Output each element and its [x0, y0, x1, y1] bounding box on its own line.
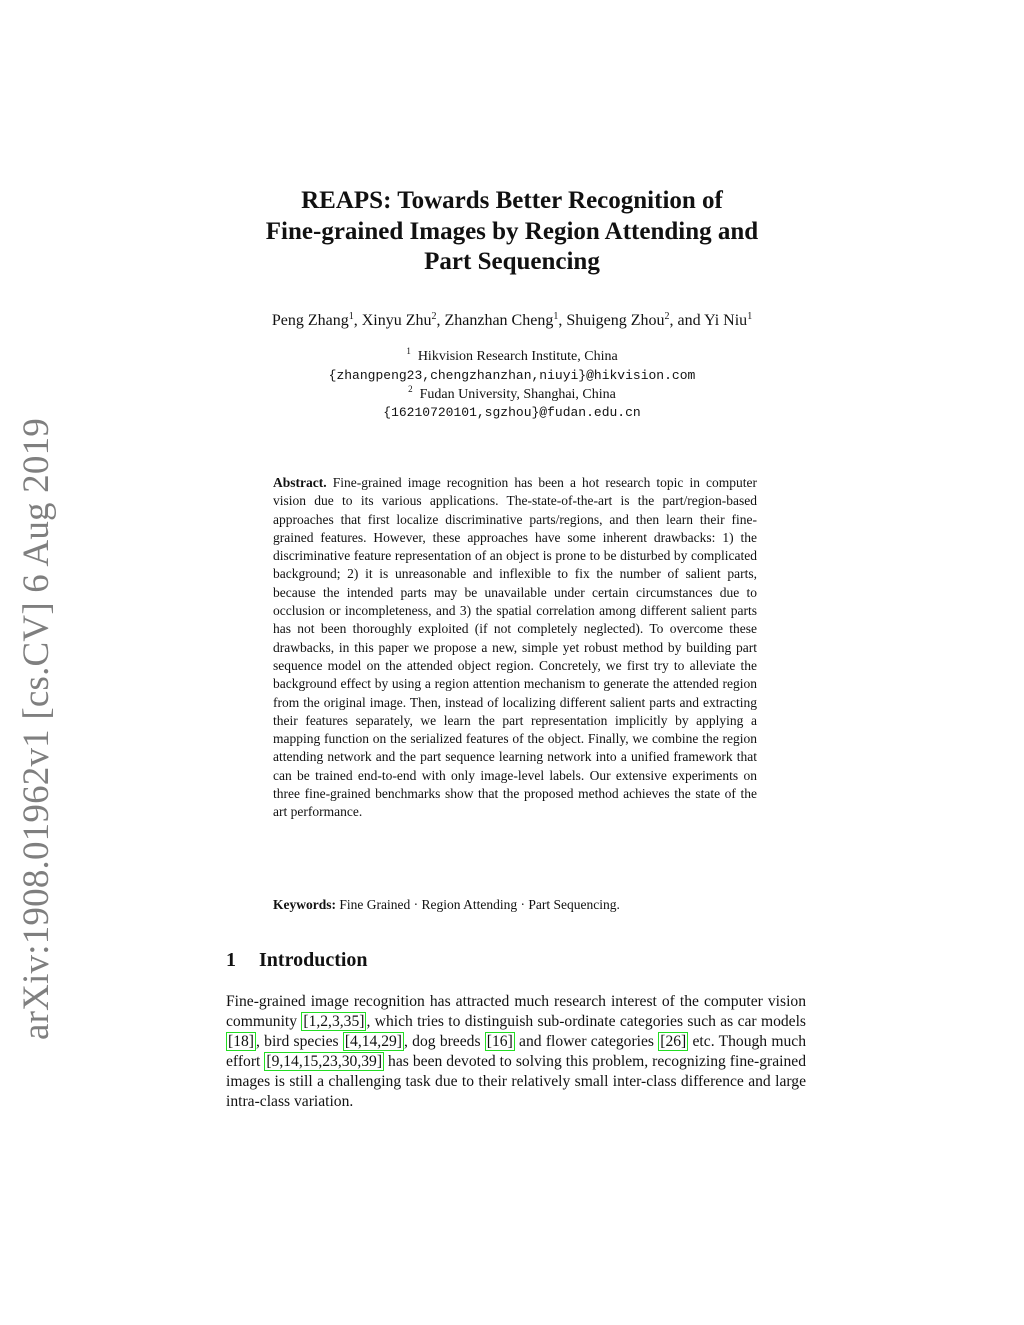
citation-link[interactable]: [9,14,15,23,30,39]: [266, 1053, 383, 1071]
intro-text: etc. Though much effort: [226, 1033, 806, 1071]
section-heading-introduction: [226, 949, 368, 972]
author-name: Peng Zhang: [271, 312, 349, 329]
intro-text: , which tries to distinguish sub-ordinate categories such as car models: [366, 1013, 806, 1031]
affiliation-2-name: Fudan University, Shanghai, China: [419, 387, 616, 402]
abstract: [273, 474, 757, 822]
author-name: Shuigeng Zhou: [566, 312, 665, 329]
keywords-text: Fine Grained · Region Attending · Part Sequencing.: [339, 897, 620, 912]
affiliation-1-name: Hikvision Research Institute, China: [417, 349, 618, 364]
affiliation-2: [0, 384, 1024, 403]
paper-title: [0, 186, 1024, 278]
affiliation-2-email-line: [0, 405, 1024, 421]
intro-text: and flower categories: [514, 1033, 659, 1051]
affiliation-1-mark: 1: [406, 346, 411, 356]
introduction-paragraph: [226, 992, 806, 1113]
arxiv-identifier-stamp: arXiv:1908.01962v1 [cs.CV] 6 Aug 2019: [16, 418, 57, 1040]
intro-text: has been devoted to solving this problem, recognizing fine-grained images is still a challenging task due to their relatively small inter-class difference and large intra-class variation.: [226, 1053, 807, 1111]
keywords: [273, 897, 757, 913]
citation-link[interactable]: [4,14,29]: [344, 1033, 402, 1051]
title-line-1: REAPS: Towards Better Recognition of: [301, 187, 723, 214]
citation-link[interactable]: [16]: [486, 1033, 513, 1051]
intro-text: , dog breeds: [404, 1033, 485, 1051]
author-list: [0, 312, 1024, 330]
author-affiliation-mark: 1: [747, 311, 753, 322]
intro-text: Fine-grained image recognition has attracted much research interest of the computer vision community: [226, 993, 806, 1031]
title-line-2: Fine-grained Images by Region Attending and: [265, 217, 759, 245]
affiliation-1: [0, 346, 1024, 365]
abstract-label: Abstract.: [273, 475, 327, 490]
affiliation-2-email: {16210720101,sgzhou}@fudan.edu.cn: [383, 405, 641, 420]
abstract-text: Fine-grained image recognition has been a hot research topic in computer vision due to its various applications. The-state-of-the-art is the part/region-based approaches that first localize discriminative parts/regions, and then learn their fine-grained features. However, these approaches have some inherent drawbacks: 1) the discriminative feature representation of an object is prone to be disturbed by complicated background; 2) it is unreasonable and inflexible to fix the number of salient parts, because the intended parts may be unavailable under certain circumstances due to occlusion or incompleteness, and 3) the spatial correlation among different salient parts has not been thoroughly exploited (if not completely neglected). To overcome these drawbacks, in this paper we propose a new, simple yet robust method by building part sequence model on the attended object region. Concretely, we first try to alleviate the background effect by using a region attention mechanism to generate the attended region from the original image. Then, instead of localizing different salient parts and extracting their features separately, we learn the part representation implicitly by applying a mapping function on the serialized features of the object. Finally, we combine the region attending network and the part sequence learning network into a unified framework that can be trained end-to-end with only image-level labels. Our extensive experiments on three fine-grained benchmarks show that the proposed method achieves the state of the art performance.: [273, 475, 758, 820]
author-affiliation-mark: 2: [664, 311, 670, 322]
affiliation-1-email: {zhangpeng23,chengzhanzhan,niuyi}@hikvision.com: [328, 368, 696, 383]
author-name: Zhanzhan Cheng: [444, 312, 554, 329]
author-affiliation-mark: 2: [431, 311, 437, 322]
author-separator: ,: [353, 312, 362, 329]
author-separator: ,: [436, 312, 445, 329]
citation-link[interactable]: [18]: [228, 1033, 254, 1051]
section-title: Introduction: [259, 949, 368, 971]
keywords-label: Keywords:: [273, 897, 336, 912]
intro-text: , bird species: [255, 1033, 343, 1051]
citation-link[interactable]: [26]: [660, 1033, 687, 1051]
title-line-3: Part Sequencing: [424, 248, 600, 275]
citation-link[interactable]: [1,2,3,35]: [303, 1013, 365, 1031]
author-separator: , and: [669, 312, 705, 329]
section-number: 1: [226, 949, 236, 971]
author-affiliation-mark: 1: [348, 311, 354, 322]
author-name: Yi Niu: [704, 312, 748, 329]
author-affiliation-mark: 1: [553, 311, 559, 322]
author-name: Xinyu Zhu: [361, 312, 432, 329]
affiliation-1-email-line: [0, 368, 1024, 384]
author-separator: ,: [558, 312, 567, 329]
affiliation-2-mark: 2: [408, 384, 413, 394]
